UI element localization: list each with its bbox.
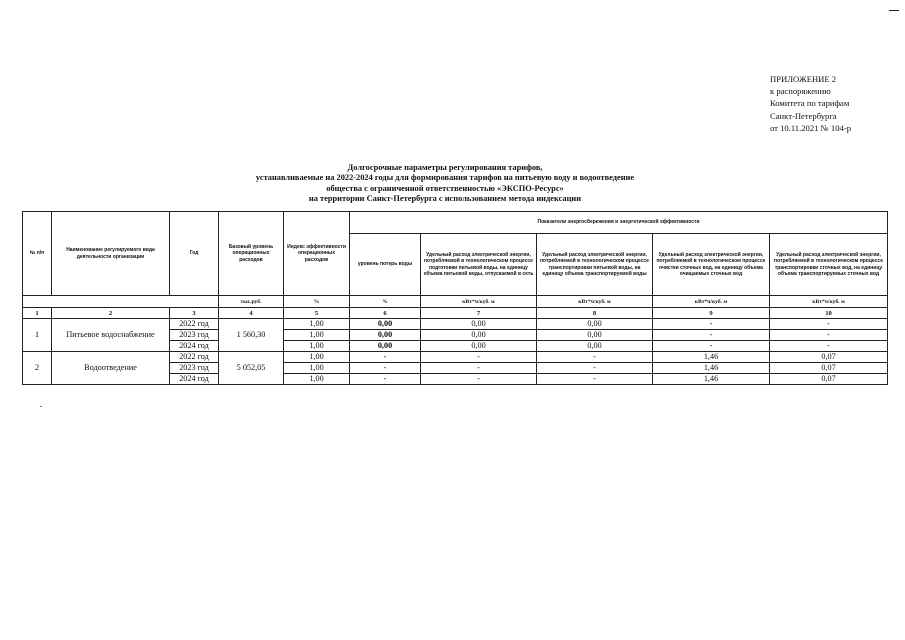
loss-value: 0,00 [350, 341, 421, 352]
column-number: 8 [537, 308, 653, 319]
header-num: № п/п [23, 212, 52, 296]
spec-value: - [770, 341, 888, 352]
spec-value: 0,00 [537, 330, 653, 341]
header-year: Год [170, 212, 219, 296]
units-blank [23, 296, 219, 308]
index-value: 1,00 [284, 330, 350, 341]
header-energy-group: Показатели энергосбережения и энергетической эффективности [350, 212, 888, 234]
spec-value: - [537, 352, 653, 363]
scan-speck [40, 406, 42, 407]
column-number: 9 [653, 308, 770, 319]
index-value: 1,00 [284, 341, 350, 352]
loss-value: - [350, 374, 421, 385]
unit-cell: кВт*ч/куб. м [770, 296, 888, 308]
spec-value: - [653, 330, 770, 341]
column-number: 3 [170, 308, 219, 319]
spec-value: - [537, 374, 653, 385]
column-number: 6 [350, 308, 421, 319]
year-cell: 2024 год [170, 341, 219, 352]
spec-value: 1,46 [653, 374, 770, 385]
year-cell: 2022 год [170, 319, 219, 330]
spec-value: - [770, 330, 888, 341]
year-cell: 2023 год [170, 363, 219, 374]
header-spec-water-prep: Удельный расход электрической энергии, потребляемой в технологическом процессе подготовки питьевой воды, на единицу объема питьевой воды, отпускаемой в сеть [421, 234, 537, 296]
appendix-line: ПРИЛОЖЕНИЕ 2 [770, 74, 837, 84]
header-activity: Наименование регулируемого вида деятельности организации [52, 212, 170, 296]
header-base-level: Базовый уровень операционных расходов [219, 212, 284, 296]
table-row [23, 319, 888, 330]
spec-value: - [770, 319, 888, 330]
title-line: общества с ограниченной ответственностью «ЭКСПО-Ресурс» [326, 183, 564, 193]
parameters-table [22, 211, 888, 385]
spec-value: 0,00 [421, 330, 537, 341]
loss-value: - [350, 352, 421, 363]
title-line: на территории Санкт-Петербурга с использованием метода индексации [308, 194, 582, 204]
spec-value: 0,00 [421, 319, 537, 330]
year-cell: 2024 год [170, 374, 219, 385]
appendix-line: Комитета по тарифам [770, 98, 850, 109]
header-water-loss: уровень потерь воды [350, 234, 421, 296]
spec-value: - [653, 319, 770, 330]
unit-cell: % [350, 296, 421, 308]
appendix-line: от 10.11.2021 № 104-р [770, 122, 851, 133]
spec-value: 0,07 [770, 374, 888, 385]
activity-name: Питьевое водоснабжение [52, 319, 170, 352]
column-number: 4 [219, 308, 284, 319]
title-line: устанавливаемые на 2022-2024 годы для формирования тарифов на питьевую воду и водоотведение [255, 173, 635, 183]
unit-cell: кВт*ч/куб. м [421, 296, 537, 308]
column-number: 10 [770, 308, 888, 319]
header-spec-water-transport: Удельный расход электрической энергии, потребляемой в технологическом процессе транспортировки питьевой воды, на единицу объема транспортируемой воды [537, 234, 653, 296]
table-row [23, 352, 888, 363]
activity-name: Водоотведение [52, 352, 170, 385]
header-efficiency-index: Индекс эффективности операционных расходов [284, 212, 350, 296]
column-number: 1 [23, 308, 52, 319]
row-num: 2 [23, 352, 52, 385]
spec-value: 0,07 [770, 352, 888, 363]
corner-mark [889, 10, 899, 11]
appendix-block [770, 73, 851, 134]
header-spec-waste-transport: Удельный расход электрической энергии, потребляемой в технологическом процессе транспортировки сточных вод, на единицу объема транспортируемых сточных вод [770, 234, 888, 296]
loss-value: - [350, 363, 421, 374]
spec-value: 1,46 [653, 363, 770, 374]
title-line: Долгосрочные параметры регулирования тарифов, [347, 163, 543, 172]
spec-value: - [421, 352, 537, 363]
unit-cell: кВт*ч/куб. м [653, 296, 770, 308]
loss-value: 0,00 [350, 319, 421, 330]
column-number: 2 [52, 308, 170, 319]
row-num: 1 [23, 319, 52, 352]
index-value: 1,00 [284, 319, 350, 330]
spec-value: 0,00 [421, 341, 537, 352]
spec-value: - [653, 341, 770, 352]
header-spec-waste-treat: Удельный расход электрической энергии, потребляемой в технологическом процессе очистки сточных вод, на единицу объема очищаемых сточных вод [653, 234, 770, 296]
spec-value: - [421, 363, 537, 374]
column-number: 7 [421, 308, 537, 319]
year-cell: 2023 год [170, 330, 219, 341]
unit-cell: % [284, 296, 350, 308]
index-value: 1,00 [284, 374, 350, 385]
spec-value: - [537, 363, 653, 374]
loss-value: 0,00 [350, 330, 421, 341]
appendix-line: к распоряжению [770, 86, 831, 97]
index-value: 1,00 [284, 352, 350, 363]
base-level-value: 1 560,30 [219, 319, 284, 352]
unit-cell: кВт*ч/куб. м [537, 296, 653, 308]
index-value: 1,00 [284, 363, 350, 374]
document-title [180, 163, 710, 205]
base-level-value: 5 052,05 [219, 352, 284, 385]
spec-value: 0,00 [537, 319, 653, 330]
spec-value: 1,46 [653, 352, 770, 363]
appendix-line: Санкт-Петербурга [770, 110, 837, 121]
column-number: 5 [284, 308, 350, 319]
spec-value: 0,07 [770, 363, 888, 374]
year-cell: 2022 год [170, 352, 219, 363]
unit-cell: тыс.руб. [219, 296, 284, 308]
spec-value: 0,00 [537, 341, 653, 352]
spec-value: - [421, 374, 537, 385]
